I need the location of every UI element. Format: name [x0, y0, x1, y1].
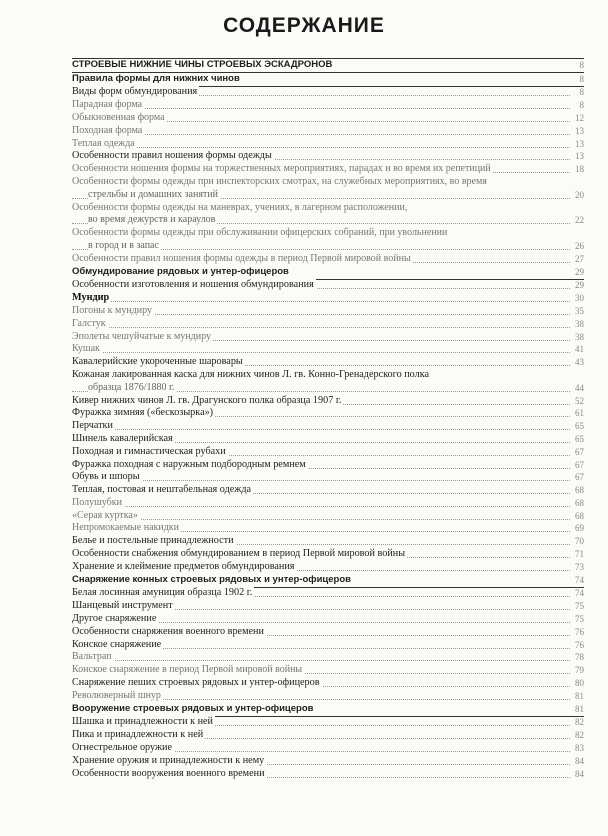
- toc-entry-title: Кивер нижних чинов Л. гв. Драгунского полка образца 1907 г.: [72, 394, 342, 406]
- toc-page-number: 13: [575, 125, 584, 136]
- leader-dots: [72, 429, 570, 430]
- toc-section-heading: [72, 73, 584, 87]
- toc-entry-title: Походная форма: [72, 124, 143, 136]
- toc-page-number: 8: [579, 73, 584, 84]
- toc-entry-title: Фуражка походная с наружным подбородным ремнем: [72, 458, 306, 470]
- toc-entry: [72, 382, 584, 395]
- toc-entry: [72, 369, 584, 382]
- toc-section-heading: [72, 574, 584, 588]
- toc-entry: [72, 742, 584, 755]
- toc-entry: [72, 356, 584, 369]
- toc-page-number: 74: [575, 588, 584, 599]
- toc-entry: [72, 613, 584, 626]
- toc-entry: [72, 729, 584, 742]
- toc-entry: [72, 433, 584, 446]
- toc-entry: [72, 240, 584, 253]
- toc-entry-title: Белье и постельные принадлежности: [72, 535, 234, 547]
- toc-entry-title: Шанцевый инструмент: [72, 600, 173, 612]
- table-of-contents: [72, 58, 584, 781]
- toc-entry-title: Мундир: [72, 292, 110, 304]
- toc-page-number: 43: [575, 357, 584, 368]
- toc-entry-title: Теплая, постовая и нештабельная одежда: [72, 484, 252, 496]
- toc-entry-title: Другое снаряжение: [72, 613, 157, 625]
- toc-entry: [72, 151, 584, 164]
- toc-entry-title: Вальтрап: [72, 651, 112, 663]
- toc-page-number: 79: [575, 665, 584, 676]
- toc-entry-title: Снаряжение пеших строевых рядовых и унтер-офицеров: [72, 677, 320, 689]
- toc-page-number: 82: [575, 730, 584, 741]
- toc-page-number: 13: [575, 151, 584, 162]
- leader-dots: [72, 519, 570, 520]
- toc-entry: [72, 189, 584, 202]
- toc-entry: [72, 626, 584, 639]
- toc-entry-title: Эполеты чешуйчатые к мундиру: [72, 330, 211, 342]
- toc-page-number: 8: [579, 59, 584, 70]
- toc-entry: [72, 318, 584, 331]
- toc-entry: [72, 87, 584, 100]
- toc-entry-title: Парадная форма: [72, 99, 143, 111]
- toc-entry-title: Хранение и клеймение предметов обмундирования: [72, 560, 295, 572]
- toc-page-number: 27: [575, 253, 584, 264]
- toc-entry-title: «Серая куртка»: [72, 509, 138, 521]
- toc-entry-title: Особенности формы одежды на маневрах, учениях, в лагерном расположении,: [72, 201, 408, 213]
- toc-page-number: 82: [575, 717, 584, 728]
- toc-page-number: 69: [575, 523, 584, 534]
- toc-entry: [72, 202, 584, 215]
- toc-entry-title: Особенности формы одежды при обслуживании офицерских собраний, при увольнении: [72, 227, 448, 239]
- toc-entry: [72, 639, 584, 652]
- toc-entry-title: Галстук: [72, 317, 106, 329]
- toc-page-number: 81: [575, 690, 584, 701]
- toc-entry-title: Шашка и принадлежности к ней: [72, 716, 213, 728]
- leader-dots: [72, 134, 570, 135]
- toc-entry: [72, 227, 584, 240]
- toc-entry: [72, 395, 584, 408]
- toc-entry: [72, 112, 584, 125]
- toc-page-number: 76: [575, 639, 584, 650]
- toc-entry-title: Непромокаемые накидки: [72, 522, 180, 534]
- toc-page-number: 8: [579, 100, 584, 111]
- page-title: СОДЕРЖАНИЕ: [223, 14, 385, 37]
- toc-entry-title: Походная и гимнастическая рубахи: [72, 445, 226, 457]
- toc-entry: [72, 484, 584, 497]
- toc-entry: [72, 163, 584, 176]
- toc-entry: [72, 561, 584, 574]
- toc-entry: [72, 548, 584, 561]
- toc-page-number: 75: [575, 601, 584, 612]
- leader-dots: [72, 301, 570, 302]
- toc-page-number: 80: [575, 678, 584, 689]
- toc-entry-title: Конское снаряжение в период Первой мировой войны: [72, 664, 303, 676]
- leader-dots: [72, 480, 570, 481]
- toc-page-number: 13: [575, 138, 584, 149]
- toc-entry: [72, 497, 584, 510]
- toc-page-number: 67: [575, 446, 584, 457]
- toc-entry-title: Особенности формы одежды при инспекторских смотрах, на служебных мероприятиях, во время: [72, 175, 487, 187]
- toc-page-number: 70: [575, 536, 584, 547]
- toc-page-number: 29: [575, 280, 584, 291]
- toc-entry: [72, 420, 584, 433]
- toc-entry: [72, 768, 584, 781]
- toc-entry: [72, 292, 584, 305]
- toc-section-heading: [72, 703, 584, 717]
- leader-dots: [72, 327, 570, 328]
- toc-entry: [72, 125, 584, 138]
- toc-entry-title: Погоны к мундиру: [72, 304, 152, 316]
- toc-entry: [72, 408, 584, 421]
- toc-entry-title: Снаряжение конных строевых рядовых и унтер-офицеров: [72, 573, 352, 585]
- toc-entry-title: Обувь и шпоры: [72, 471, 140, 483]
- toc-page-number: 52: [575, 395, 584, 406]
- toc-page-number: 26: [575, 240, 584, 251]
- toc-entry-title: Особенности снаряжения военного времени: [72, 625, 264, 637]
- toc-entry-title: Особенности правил ношения формы одежды: [72, 150, 272, 162]
- toc-entry: [72, 690, 584, 703]
- toc-entry-title: Революверный шнур: [72, 689, 161, 701]
- toc-page-number: 41: [575, 344, 584, 355]
- toc-page-number: 73: [575, 561, 584, 572]
- toc-page-number: 67: [575, 472, 584, 483]
- toc-entry-title: Обыкновенная форма: [72, 111, 165, 123]
- toc-page-number: 67: [575, 459, 584, 470]
- toc-entry-title: Хранение оружия и принадлежности к нему: [72, 754, 265, 766]
- toc-page-number: 84: [575, 768, 584, 779]
- toc-entry-title: Пика и принадлежности к ней: [72, 729, 204, 741]
- toc-entry-title: Особенности правил ношения формы одежды в период Первой мировой войны: [72, 252, 411, 264]
- toc-entry-title: Особенности вооружения военного времени: [72, 767, 265, 779]
- toc-page-number: 65: [575, 433, 584, 444]
- leader-dots: [72, 147, 570, 148]
- toc-page-number: 76: [575, 626, 584, 637]
- toc-entry-title: Кушак: [72, 343, 100, 355]
- toc-section-heading: [72, 266, 584, 280]
- toc-entry-title: Теплая одежда: [72, 137, 135, 149]
- toc-page-number: 74: [575, 574, 584, 585]
- toc-page-number: 18: [575, 164, 584, 175]
- toc-page-number: 65: [575, 421, 584, 432]
- toc-entry-title: Особенности снабжения обмундированием в период Первой мировой войны: [72, 548, 406, 560]
- toc-entry: [72, 664, 584, 677]
- toc-page-number: 68: [575, 510, 584, 521]
- toc-entry: [72, 755, 584, 768]
- leader-dots: [72, 506, 570, 507]
- toc-page-number: 71: [575, 549, 584, 560]
- toc-entry-title: в город и в запас: [88, 239, 159, 251]
- toc-entry-title: Кавалерийские укороченные шаровары: [72, 356, 243, 368]
- toc-entry: [72, 138, 584, 151]
- toc-entry: [72, 717, 584, 730]
- toc-entry-title: Фуражка зимняя («бескозырка»): [72, 407, 214, 419]
- leader-dots: [72, 108, 570, 109]
- toc-page-number: 78: [575, 652, 584, 663]
- toc-entry-title: Правила формы для нижних чинов: [72, 72, 240, 84]
- toc-entry-title: Особенности изготовления и ношения обмундирования: [72, 279, 314, 291]
- toc-entry-title: Кожаная лакированная каска для нижних чинов Л. гв. Конно-Гренадерского полка: [72, 368, 430, 380]
- toc-entry: [72, 459, 584, 472]
- toc-entry: [72, 535, 584, 548]
- toc-entry-title: образца 1876/1880 г.: [88, 381, 175, 393]
- toc-entry: [72, 331, 584, 344]
- toc-page-number: 81: [575, 703, 584, 714]
- leader-dots: [72, 352, 570, 353]
- toc-entry: [72, 305, 584, 318]
- toc-page-number: 83: [575, 743, 584, 754]
- toc-page-number: 30: [575, 293, 584, 304]
- toc-page-number: 38: [575, 331, 584, 342]
- toc-page-number: 68: [575, 497, 584, 508]
- toc-entry: [72, 523, 584, 536]
- toc-page-number: 12: [575, 112, 584, 123]
- toc-page-number: 44: [575, 382, 584, 393]
- toc-page-number: 20: [575, 189, 584, 200]
- toc-entry-title: Перчатки: [72, 420, 113, 432]
- toc-entry-title: СТРОЕВЫЕ НИЖНИЕ ЧИНЫ СТРОЕВЫХ ЭСКАДРОНОВ: [72, 58, 333, 70]
- toc-entry: [72, 253, 584, 266]
- toc-page-number: 75: [575, 614, 584, 625]
- toc-page-number: 8: [579, 87, 584, 98]
- toc-page-number: 29: [575, 266, 584, 277]
- toc-entry-title: Виды форм обмундирования: [72, 86, 198, 98]
- toc-entry: [72, 215, 584, 228]
- toc-entry: [72, 472, 584, 485]
- toc-entry: [72, 280, 584, 293]
- leader-dots: [72, 660, 570, 661]
- toc-section-heading: [72, 58, 584, 73]
- toc-page-number: 38: [575, 318, 584, 329]
- toc-entry: [72, 510, 584, 523]
- toc-entry-title: стрельбы и домашних занятий: [88, 188, 218, 200]
- toc-entry-title: Обмундирование рядовых и унтер-офицеров: [72, 265, 289, 277]
- toc-entry-title: Шинель кавалерийская: [72, 432, 173, 444]
- toc-page-number: 35: [575, 305, 584, 316]
- toc-entry-title: Конское снаряжение: [72, 638, 162, 650]
- toc-page-number: 61: [575, 408, 584, 419]
- toc-entry: [72, 600, 584, 613]
- toc-page-number: 68: [575, 485, 584, 496]
- toc-page-number: 22: [575, 215, 584, 226]
- toc-entry: [72, 446, 584, 459]
- toc-entry: [72, 652, 584, 665]
- toc-entry-title: Огнестрельное оружие: [72, 742, 172, 754]
- toc-entry-title: во время дежурств и караулов: [88, 214, 216, 226]
- toc-entry-title: Особенности ношения формы на торжественных мероприятиях, парадах и во время их репетиций: [72, 163, 491, 175]
- toc-entry-title: Полушубки: [72, 496, 122, 508]
- toc-entry: [72, 99, 584, 112]
- toc-entry: [72, 176, 584, 189]
- toc-entry: [72, 344, 584, 357]
- toc-page-number: 84: [575, 755, 584, 766]
- toc-entry-title: Белая лосинная амуниция образца 1902 г.: [72, 587, 253, 599]
- toc-entry: [72, 677, 584, 690]
- toc-entry-title: Вооружение строевых рядовых и унтер-офицеров: [72, 702, 314, 714]
- toc-entry: [72, 588, 584, 601]
